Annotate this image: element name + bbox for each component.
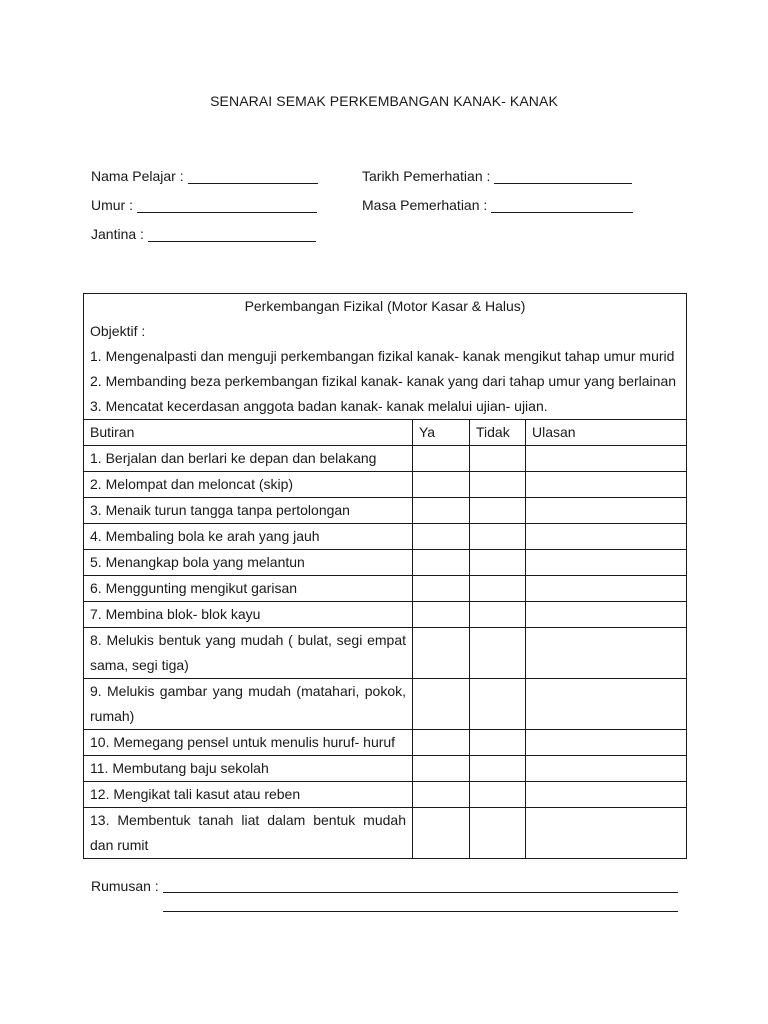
item-butiran: 2. Melompat dan meloncat (skip) [84, 472, 413, 498]
table-row [84, 498, 687, 524]
jantina-line[interactable] [148, 227, 316, 242]
item-butiran: 5. Menangkap bola yang melantun [84, 550, 413, 576]
ya-cell[interactable] [413, 602, 470, 628]
tidak-cell[interactable] [470, 472, 526, 498]
item-butiran: 4. Membaling bola ke arah yang jauh [84, 524, 413, 550]
jantina-label: Jantina : [91, 226, 144, 242]
tidak-cell[interactable] [470, 808, 526, 859]
section-heading: Perkembangan Fizikal (Motor Kasar & Halus) [84, 294, 687, 320]
item-butiran: 6. Menggunting mengikut garisan [84, 576, 413, 602]
ulasan-cell[interactable] [526, 576, 687, 602]
item-butiran: 1. Berjalan dan berlari ke depan dan belakang [84, 446, 413, 472]
umur-field [91, 197, 317, 213]
tidak-cell[interactable] [470, 730, 526, 756]
table-row [84, 446, 687, 472]
ya-cell[interactable] [413, 628, 470, 679]
header-butiran: Butiran [84, 420, 413, 446]
tarikh-pemerhatian-field [362, 168, 632, 184]
ulasan-cell[interactable] [526, 524, 687, 550]
item-butiran: 3. Menaik turun tangga tanpa pertolongan [84, 498, 413, 524]
checklist-table [83, 293, 687, 859]
table-row [84, 782, 687, 808]
masa-pemerhatian-label: Masa Pemerhatian : [362, 197, 488, 213]
table-row [84, 602, 687, 628]
rumusan-line-1[interactable] [163, 892, 678, 893]
objective-item: 1. Mengenalpasti dan menguji perkembangan fizikal kanak- kanak mengikut tahap umur murid [84, 344, 687, 369]
header-ulasan: Ulasan [526, 420, 687, 446]
table-row [84, 550, 687, 576]
table-row [84, 628, 687, 679]
ulasan-cell[interactable] [526, 782, 687, 808]
ya-cell[interactable] [413, 524, 470, 550]
umur-label: Umur : [91, 197, 133, 213]
ulasan-cell[interactable] [526, 756, 687, 782]
ya-cell[interactable] [413, 756, 470, 782]
nama-pelajar-field [91, 168, 318, 184]
ya-cell[interactable] [413, 550, 470, 576]
objective-item: 3. Mencatat kecerdasan anggota badan kanak- kanak melalui ujian- ujian. [84, 394, 687, 420]
item-butiran: 11. Membutang baju sekolah [84, 756, 413, 782]
ulasan-cell[interactable] [526, 602, 687, 628]
ya-cell[interactable] [413, 730, 470, 756]
table-row [84, 808, 687, 859]
table-row [84, 679, 687, 730]
jantina-field [91, 226, 316, 242]
tidak-cell[interactable] [470, 446, 526, 472]
table-header-row [84, 420, 687, 446]
ulasan-cell[interactable] [526, 679, 687, 730]
table-row [84, 730, 687, 756]
ya-cell[interactable] [413, 679, 470, 730]
tidak-cell[interactable] [470, 756, 526, 782]
ya-cell[interactable] [413, 576, 470, 602]
ya-cell[interactable] [413, 472, 470, 498]
tidak-cell[interactable] [470, 576, 526, 602]
ya-cell[interactable] [413, 808, 470, 859]
table-row [84, 524, 687, 550]
tarikh-pemerhatian-line[interactable] [494, 169, 632, 184]
ulasan-cell[interactable] [526, 730, 687, 756]
item-butiran: 7. Membina blok- blok kayu [84, 602, 413, 628]
masa-pemerhatian-field [362, 197, 633, 213]
umur-line[interactable] [137, 198, 317, 213]
tidak-cell[interactable] [470, 782, 526, 808]
ulasan-cell[interactable] [526, 628, 687, 679]
ya-cell[interactable] [413, 782, 470, 808]
table-row [84, 472, 687, 498]
tidak-cell[interactable] [470, 679, 526, 730]
rumusan-line-2[interactable] [163, 911, 678, 912]
ulasan-cell[interactable] [526, 808, 687, 859]
header-tidak: Tidak [470, 420, 526, 446]
document-title: SENARAI SEMAK PERKEMBANGAN KANAK- KANAK [210, 93, 558, 109]
item-butiran: 13. Membentuk tanah liat dalam bentuk mudah dan rumit [84, 808, 413, 859]
objektif-label: Objektif : [84, 319, 687, 344]
tarikh-pemerhatian-label: Tarikh Pemerhatian : [362, 168, 491, 184]
ulasan-cell[interactable] [526, 446, 687, 472]
objective-item: 2. Membanding beza perkembangan fizikal kanak- kanak yang dari tahap umur yang berlainan [84, 369, 687, 394]
header-ya: Ya [413, 420, 470, 446]
tidak-cell[interactable] [470, 628, 526, 679]
tidak-cell[interactable] [470, 550, 526, 576]
nama-pelajar-label: Nama Pelajar : [91, 168, 184, 184]
item-butiran: 9. Melukis gambar yang mudah (matahari, pokok, rumah) [84, 679, 413, 730]
masa-pemerhatian-line[interactable] [491, 198, 633, 213]
item-butiran: 8. Melukis bentuk yang mudah ( bulat, segi empat sama, segi tiga) [84, 628, 413, 679]
ulasan-cell[interactable] [526, 550, 687, 576]
ya-cell[interactable] [413, 498, 470, 524]
table-row [84, 756, 687, 782]
ya-cell[interactable] [413, 446, 470, 472]
item-butiran: 12. Mengikat tali kasut atau reben [84, 782, 413, 808]
tidak-cell[interactable] [470, 498, 526, 524]
nama-pelajar-line[interactable] [188, 169, 318, 184]
ulasan-cell[interactable] [526, 498, 687, 524]
table-row [84, 576, 687, 602]
ulasan-cell[interactable] [526, 472, 687, 498]
item-butiran: 10. Memegang pensel untuk menulis huruf- huruf [84, 730, 413, 756]
rumusan-label: Rumusan : [91, 878, 159, 894]
tidak-cell[interactable] [470, 524, 526, 550]
tidak-cell[interactable] [470, 602, 526, 628]
